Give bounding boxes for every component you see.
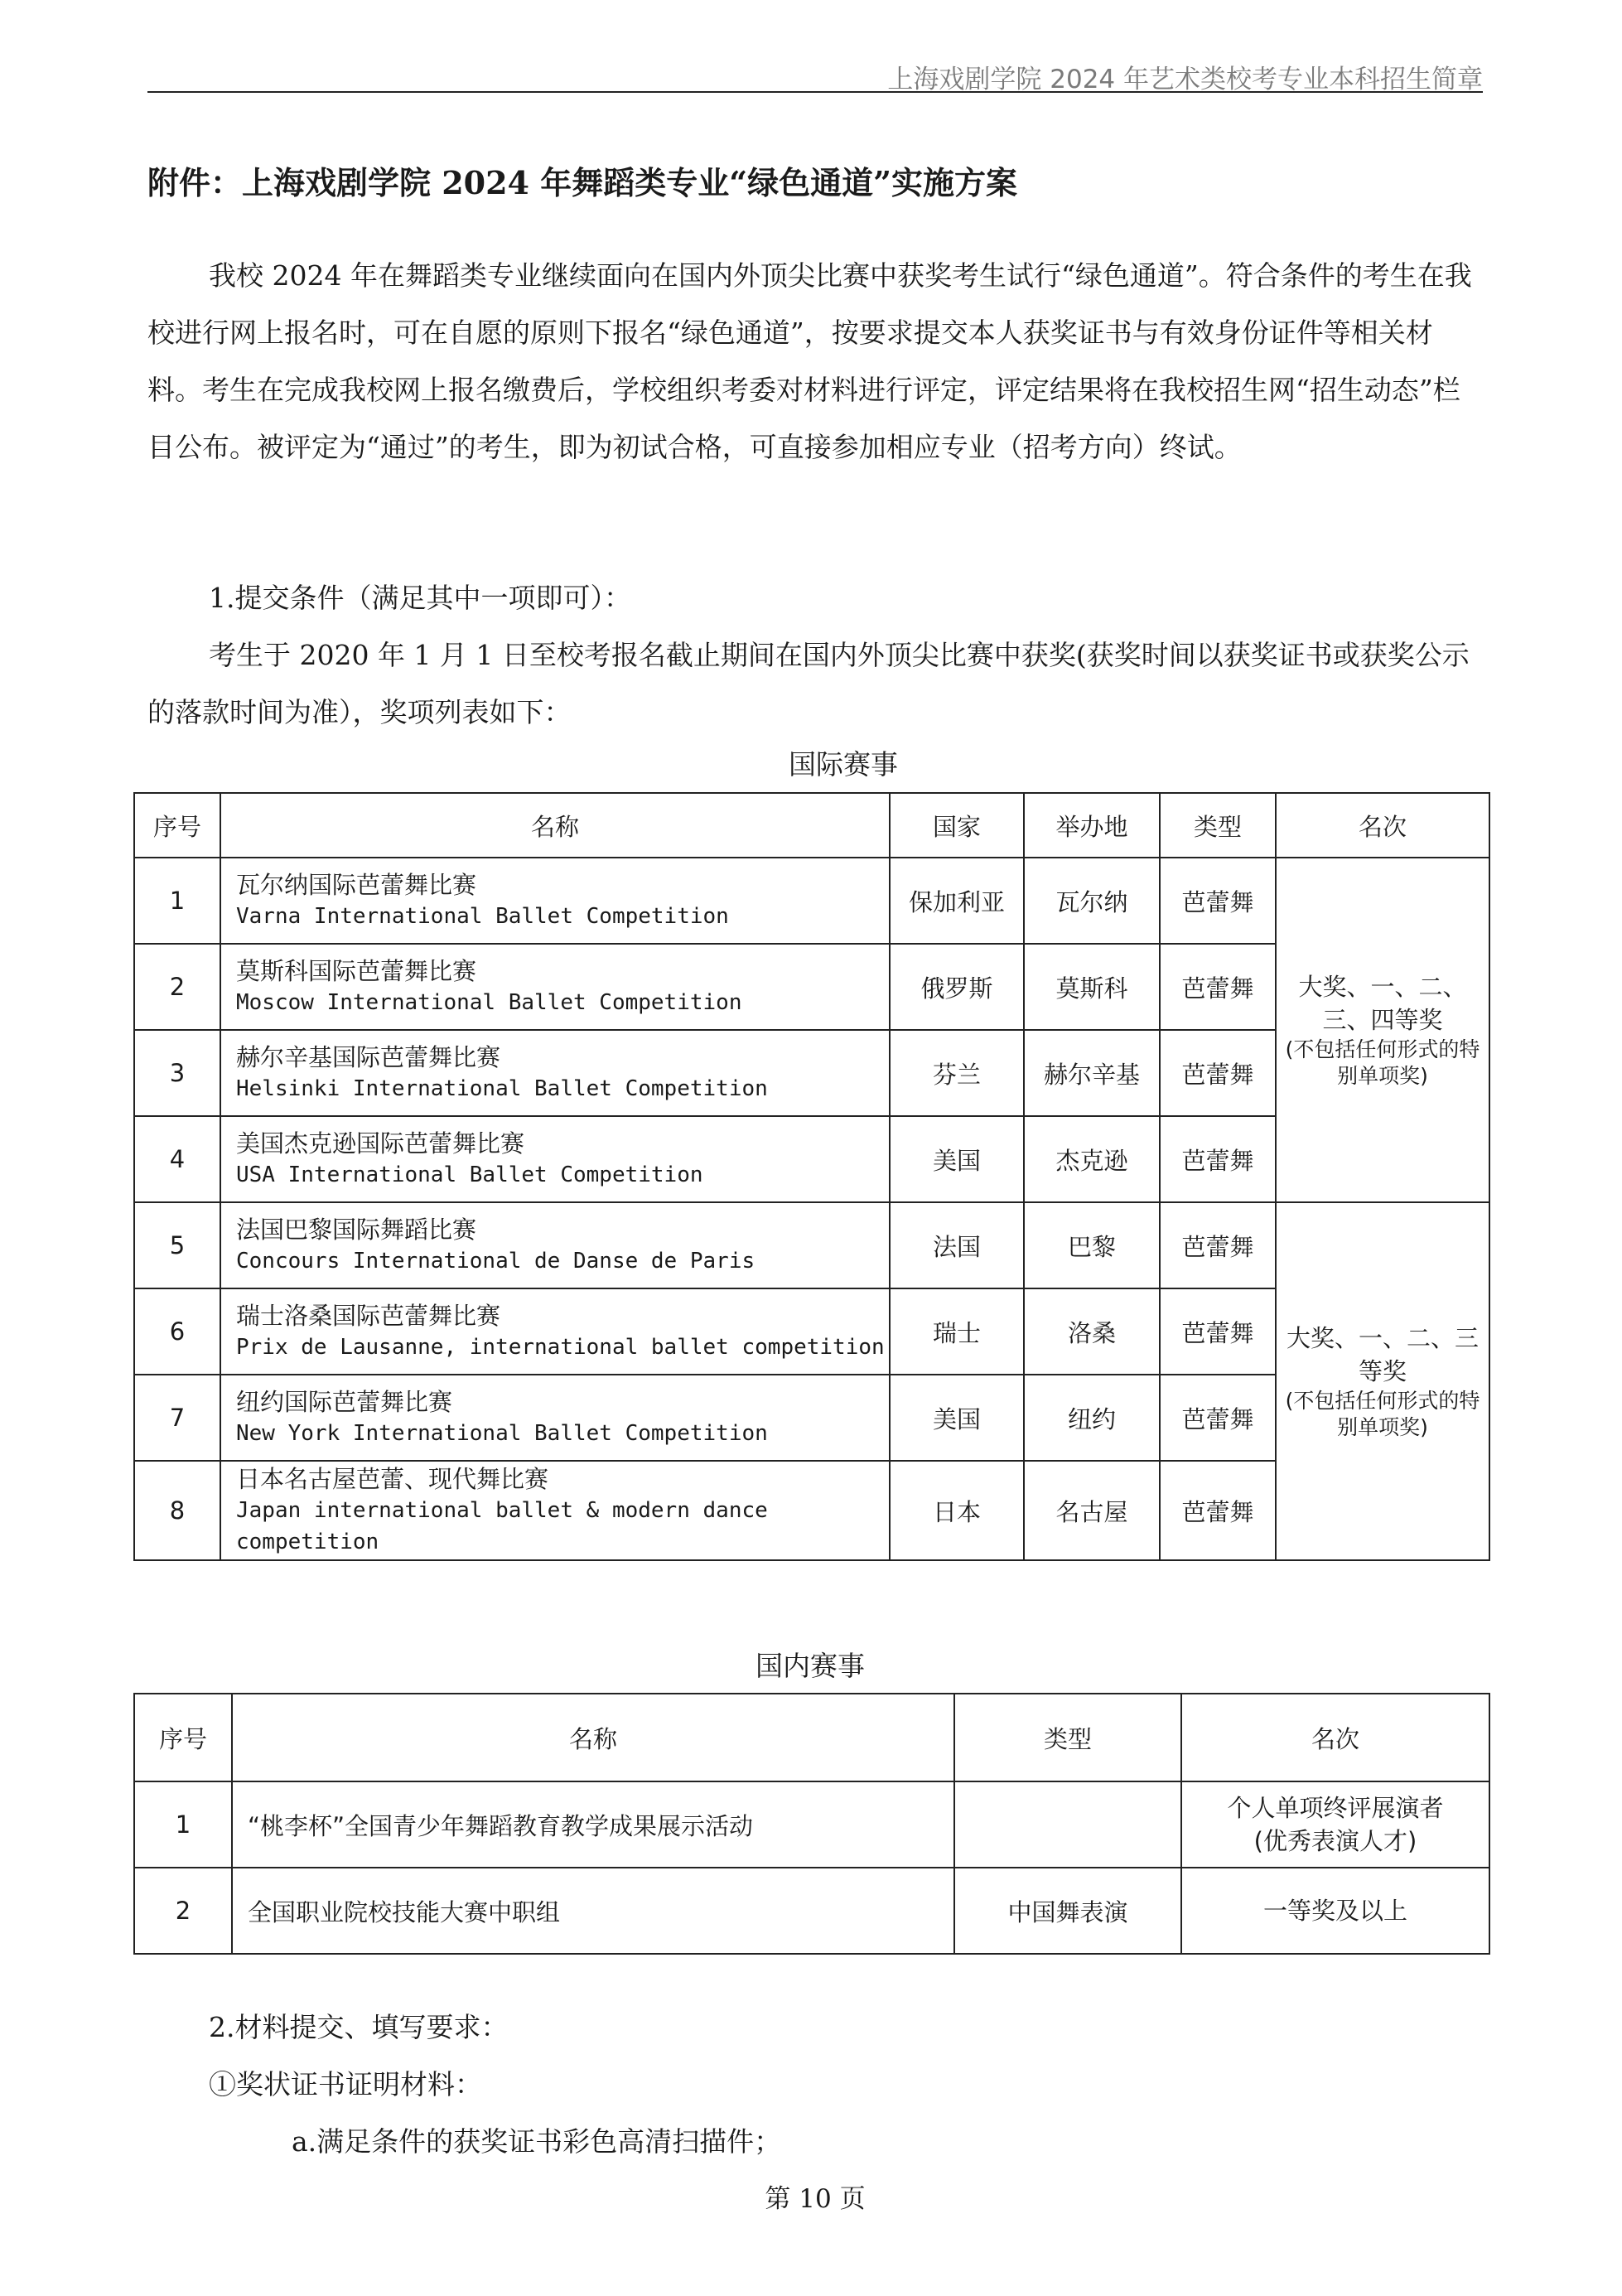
header-award: 名次 bbox=[1181, 1694, 1489, 1781]
cell-type: 芭蕾舞 bbox=[1160, 1288, 1276, 1375]
cell-name: 全国职业院校技能大赛中职组 bbox=[232, 1868, 954, 1954]
cell-name bbox=[220, 1030, 890, 1116]
cell-venue: 名古屋 bbox=[1024, 1461, 1160, 1560]
running-header: 上海戏剧学院 2024 年艺术类校考专业本科招生简章 bbox=[887, 65, 1483, 94]
cell-no: 8 bbox=[134, 1461, 220, 1560]
cell-type: 芭蕾舞 bbox=[1160, 944, 1276, 1030]
cell-award-group-1 bbox=[1276, 858, 1489, 1202]
cell-country: 美国 bbox=[890, 1116, 1024, 1202]
header-name: 名称 bbox=[220, 793, 890, 858]
header-no: 序号 bbox=[134, 1694, 232, 1781]
cell-type: 芭蕾舞 bbox=[1160, 1375, 1276, 1461]
award-main: 大奖、一、二、三等奖 bbox=[1286, 1324, 1479, 1385]
cell-country: 美国 bbox=[890, 1375, 1024, 1461]
header-no: 序号 bbox=[134, 793, 220, 858]
name-cn: 日本名古屋芭蕾、现代舞比赛 bbox=[236, 1465, 549, 1493]
header-venue: 举办地 bbox=[1024, 793, 1160, 858]
award-note: (不包括任何形式的特别单项奖) bbox=[1285, 1037, 1480, 1088]
cell-country: 日本 bbox=[890, 1461, 1024, 1560]
cell-country: 俄罗斯 bbox=[890, 944, 1024, 1030]
award-line1: 个人单项终评展演者 bbox=[1227, 1794, 1444, 1822]
cell-name bbox=[220, 944, 890, 1030]
section1-body: 考生于 2020 年 1 月 1 日至校考报名截止期间在国内外顶尖比赛中获奖(获奖时间以获奖证书或获奖公示的落款时间为准），奖项列表如下： bbox=[147, 639, 1470, 728]
name-en: New York International Ballet Competition bbox=[236, 1421, 768, 1446]
table-row bbox=[134, 1868, 1489, 1954]
cell-type bbox=[954, 1781, 1181, 1868]
cell-no: 3 bbox=[134, 1030, 220, 1116]
cell-no: 1 bbox=[134, 1781, 232, 1868]
cell-venue: 巴黎 bbox=[1024, 1202, 1160, 1288]
name-cn: 瓦尔纳国际芭蕾舞比赛 bbox=[236, 871, 477, 899]
cell-name bbox=[220, 858, 890, 944]
cell-name bbox=[220, 1116, 890, 1202]
attachment-title: 附件：上海戏剧学院 2024 年舞蹈类专业“绿色通道”实施方案 bbox=[147, 164, 1017, 201]
name-cn: 赫尔辛基国际芭蕾舞比赛 bbox=[236, 1043, 501, 1071]
cell-country: 瑞士 bbox=[890, 1288, 1024, 1375]
cell-type: 中国舞表演 bbox=[954, 1868, 1181, 1954]
cell-country: 法国 bbox=[890, 1202, 1024, 1288]
table-header-row bbox=[134, 793, 1489, 858]
cell-name bbox=[220, 1461, 890, 1560]
header-country: 国家 bbox=[890, 793, 1024, 858]
cell-country: 芬兰 bbox=[890, 1030, 1024, 1116]
name-cn: 瑞士洛桑国际芭蕾舞比赛 bbox=[236, 1302, 501, 1330]
cell-type: 芭蕾舞 bbox=[1160, 1461, 1276, 1560]
cell-no: 7 bbox=[134, 1375, 220, 1461]
cell-award bbox=[1181, 1868, 1489, 1954]
table-header-row bbox=[134, 1694, 1489, 1781]
cell-venue: 瓦尔纳 bbox=[1024, 858, 1160, 944]
name-en: Japan international ballet & modern dance competition bbox=[236, 1498, 768, 1554]
cell-type: 芭蕾舞 bbox=[1160, 1202, 1276, 1288]
name-en: Moscow International Ballet Competition bbox=[236, 990, 742, 1015]
cell-award bbox=[1181, 1781, 1489, 1868]
name-cn: 纽约国际芭蕾舞比赛 bbox=[236, 1388, 453, 1416]
cell-no: 1 bbox=[134, 858, 220, 944]
section2-item-a: a.满足条件的获奖证书彩色高清扫描件； bbox=[292, 2125, 782, 2158]
cell-type: 芭蕾舞 bbox=[1160, 858, 1276, 944]
header-rule bbox=[147, 91, 1483, 93]
name-cn: 莫斯科国际芭蕾舞比赛 bbox=[236, 957, 477, 985]
domestic-table-caption: 国内赛事 bbox=[755, 1650, 865, 1682]
section2-subtitle: ①奖状证书证明材料： bbox=[209, 2068, 482, 2100]
name-cn: 美国杰克逊国际芭蕾舞比赛 bbox=[236, 1129, 525, 1158]
header-type: 类型 bbox=[954, 1694, 1181, 1781]
cell-venue: 赫尔辛基 bbox=[1024, 1030, 1160, 1116]
cell-name bbox=[220, 1288, 890, 1375]
international-table-caption: 国际赛事 bbox=[789, 748, 898, 781]
cell-award-group-2 bbox=[1276, 1202, 1489, 1560]
cell-no: 4 bbox=[134, 1116, 220, 1202]
cell-no: 2 bbox=[134, 944, 220, 1030]
award-note: (不包括任何形式的特别单项奖) bbox=[1285, 1389, 1480, 1439]
name-en: Varna International Ballet Competition bbox=[236, 904, 729, 929]
domestic-competitions-table bbox=[133, 1693, 1490, 1955]
cell-no: 6 bbox=[134, 1288, 220, 1375]
cell-type: 芭蕾舞 bbox=[1160, 1030, 1276, 1116]
page-number: 第 10 页 bbox=[765, 2184, 866, 2214]
award-main: 大奖、一、二、三、四等奖 bbox=[1298, 973, 1467, 1034]
name-en: USA International Ballet Competition bbox=[236, 1163, 703, 1187]
cell-name bbox=[220, 1375, 890, 1461]
name-en: Prix de Lausanne, international ballet competition bbox=[236, 1335, 885, 1360]
cell-name bbox=[220, 1202, 890, 1288]
header-name: 名称 bbox=[232, 1694, 954, 1781]
table-row bbox=[134, 858, 1489, 944]
name-en: Helsinki International Ballet Competition bbox=[236, 1076, 768, 1101]
section2-title: 2.材料提交、填写要求： bbox=[209, 2011, 509, 2043]
cell-type: 芭蕾舞 bbox=[1160, 1116, 1276, 1202]
cell-name: “桃李杯”全国青少年舞蹈教育教学成果展示活动 bbox=[232, 1781, 954, 1868]
table-row bbox=[134, 1781, 1489, 1868]
intro-paragraph: 我校 2024 年在舞蹈类专业继续面向在国内外顶尖比赛中获奖考生试行“绿色通道”。符合条件的考生在我校进行网上报名时，可在自愿的原则下报名“绿色通道”，按要求提交本人获奖证书与有效身份证件等相关材料。考生在完成我校网上报名缴费后，学校组织考委对材料进行评定，评定结果将在我校招生网“招生动态”栏目公布。被评定为“通过”的考生，即为初试合格，可直接参加相应专业（招考方向）终试。 bbox=[147, 259, 1472, 463]
table-row bbox=[134, 1202, 1489, 1288]
section1-title: 1.提交条件（满足其中一项即可）： bbox=[209, 582, 631, 614]
header-award: 名次 bbox=[1276, 793, 1489, 858]
cell-venue: 纽约 bbox=[1024, 1375, 1160, 1461]
international-competitions-table bbox=[133, 792, 1490, 1561]
name-en: Concours International de Danse de Paris bbox=[236, 1249, 755, 1274]
cell-no: 2 bbox=[134, 1868, 232, 1954]
cell-venue: 杰克逊 bbox=[1024, 1116, 1160, 1202]
award-line1: 一等奖及以上 bbox=[1262, 1897, 1407, 1925]
header-type: 类型 bbox=[1160, 793, 1276, 858]
cell-no: 5 bbox=[134, 1202, 220, 1288]
cell-venue: 莫斯科 bbox=[1024, 944, 1160, 1030]
cell-country: 保加利亚 bbox=[890, 858, 1024, 944]
award-line2: (优秀表演人才) bbox=[1253, 1827, 1417, 1855]
cell-venue: 洛桑 bbox=[1024, 1288, 1160, 1375]
name-cn: 法国巴黎国际舞蹈比赛 bbox=[236, 1216, 477, 1244]
